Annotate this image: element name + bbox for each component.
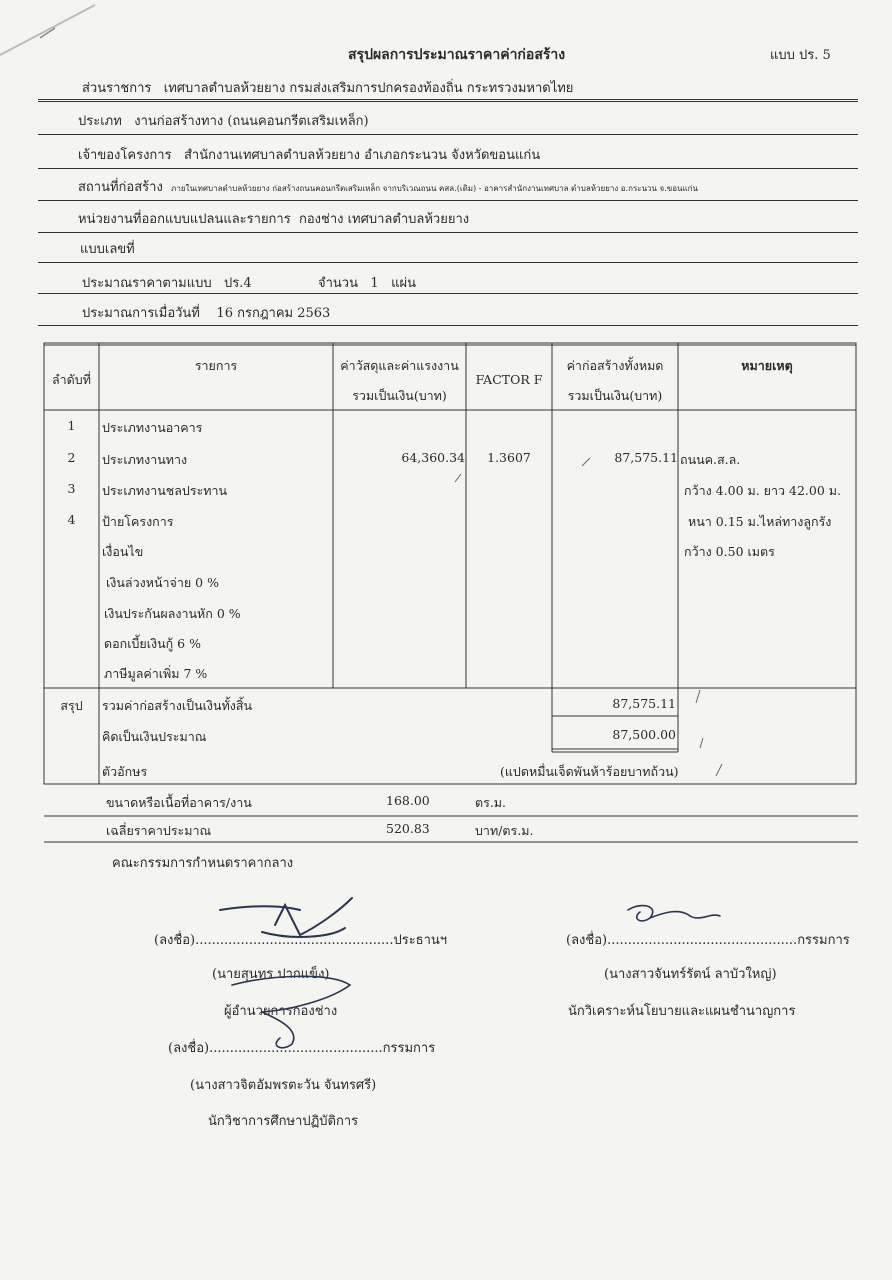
chair-name: (นายสุนทร ปากแข็ง) bbox=[212, 967, 330, 982]
remark-line: กว้าง 4.00 ม. ยาว 42.00 ม. bbox=[684, 483, 841, 498]
summary-words-label: ตัวอักษร bbox=[102, 764, 148, 779]
owner-label: เจ้าของโครงการ bbox=[78, 148, 172, 163]
type-value: งานก่อสร้างทาง (ถนนคอนกรีตเสริมเหล็ก) bbox=[134, 114, 369, 129]
agency-value: เทศบาลตำบลห้วยยาง กรมส่งเสริมการปกครองท้องถิ่น กระทรวงมหาดไทย bbox=[163, 81, 574, 96]
remark-line: หนา 0.15 ม.ไหล่ทางลูกรัง bbox=[688, 514, 832, 529]
header-remark: หมายเหตุ bbox=[741, 358, 793, 373]
row-no: 1 bbox=[67, 418, 76, 433]
row-item: ประเภทงานอาคาร bbox=[102, 420, 203, 435]
header-material-2: รวมเป็นเงิน(บาท) bbox=[352, 388, 447, 403]
estimate-form-label: ประมาณราคาตามแบบ bbox=[82, 276, 212, 291]
count-unit: แผ่น bbox=[391, 276, 416, 291]
area-size-unit: ตร.ม. bbox=[475, 795, 507, 810]
designer-value: กองช่าง เทศบาลตำบลห้วยยาง bbox=[298, 212, 470, 227]
header-material-1: ค่าวัสดุและค่าแรงงาน bbox=[340, 358, 459, 373]
header-total-1: ค่าก่อสร้างทั้งหมด bbox=[566, 358, 664, 373]
member1-name: (นางสาวจันทร์รัตน์ ลาบัวใหญ่) bbox=[604, 967, 777, 982]
summary-words: (แปดหมื่นเจ็ดพันห้าร้อยบาทถ้วน) bbox=[500, 764, 679, 779]
area-avg-label: เฉลี่ยราคาประมาณ bbox=[106, 823, 212, 838]
chair-role: ประธานฯ bbox=[393, 933, 448, 948]
row-item: ดอกเบี้ยเงินกู้ 6 % bbox=[104, 636, 201, 651]
row-no: 3 bbox=[67, 481, 76, 496]
header-total-2: รวมเป็นเงิน(บาท) bbox=[567, 388, 663, 403]
summary-approx-label: คิดเป็นเงินประมาณ bbox=[102, 729, 207, 744]
count-value: 1 bbox=[370, 276, 379, 291]
committee-heading: คณะกรรมการกำหนดราคากลาง bbox=[112, 856, 294, 871]
header-no: ลำดับที่ bbox=[52, 372, 91, 387]
remark-line: กว้าง 0.50 เมตร bbox=[684, 544, 775, 559]
row-item: ประเภทงานชลประทาน bbox=[102, 483, 228, 498]
form-code: แบบ ปร. 5 bbox=[770, 48, 831, 63]
member2-role: กรรมการ bbox=[382, 1041, 436, 1056]
row-item: ป้ายโครงการ bbox=[102, 514, 174, 529]
row-item: เงินประกันผลงานหัก 0 % bbox=[104, 606, 241, 621]
row-item: ภาษีมูลค่าเพิ่ม 7 % bbox=[104, 666, 208, 681]
summary-approx: 87,500.00 bbox=[612, 727, 676, 742]
site-value: ภายในเทศบาลตำบลห้วยยาง ก่อสร้างถนนคอนกรีตเสริมเหล็ก จากบริเวณถนน คสล.(เดิม) - อาคารสำนักงานเทศบาล ตำบลห้วยยาง อ.กระนวน จ.ขอนแก่น bbox=[171, 184, 698, 193]
count-label: จำนวน bbox=[318, 276, 358, 291]
summary-total-label: รวมค่าก่อสร้างเป็นเงินทั้งสิ้น bbox=[102, 698, 253, 713]
agency-label: ส่วนราชการ bbox=[82, 81, 152, 96]
owner-value: สำนักงานเทศบาลตำบลห้วยยาง อำเภอกระนวน จังหวัดขอนแก่น bbox=[183, 148, 541, 163]
sign-prefix: (ลงชื่อ) bbox=[168, 1041, 210, 1056]
row-total: 87,575.11 bbox=[614, 450, 678, 465]
type-label: ประเภท bbox=[78, 114, 122, 129]
member1-role: กรรมการ bbox=[797, 933, 850, 948]
dots: .......................................... bbox=[209, 1041, 383, 1056]
row-no: 2 bbox=[67, 450, 76, 465]
row-factor: 1.3607 bbox=[487, 450, 531, 465]
summary-total: 87,575.11 bbox=[612, 696, 676, 711]
dots: ................................................ bbox=[195, 933, 394, 948]
sign-prefix: (ลงชื่อ) bbox=[154, 933, 196, 948]
area-size-label: ขนาดหรือเนื้อที่อาคาร/งาน bbox=[106, 795, 252, 810]
remark-line: ถนนค.ส.ล. bbox=[680, 452, 741, 467]
row-no: 4 bbox=[67, 512, 76, 527]
row-item: ประเภทงานทาง bbox=[102, 452, 188, 467]
sign-prefix: (ลงชื่อ) bbox=[566, 933, 608, 948]
member2-title: นักวิชาการศึกษาปฏิบัติการ bbox=[208, 1114, 359, 1129]
row-material: 64,360.34 bbox=[401, 450, 465, 465]
summary-label: สรุป bbox=[60, 698, 83, 713]
header-factor: FACTOR F bbox=[475, 372, 543, 387]
designer-label: หน่วยงานที่ออกแบบแปลนและรายการ bbox=[78, 212, 291, 227]
date-value: 16 กรกฎาคม 2563 bbox=[216, 306, 331, 321]
site-label: สถานที่ก่อสร้าง bbox=[78, 180, 163, 195]
area-size: 168.00 bbox=[386, 793, 430, 808]
chair-title: ผู้อำนวยการกองช่าง bbox=[224, 1004, 338, 1019]
header-item: รายการ bbox=[194, 358, 238, 373]
estimate-form-value: ปร.4 bbox=[224, 276, 252, 291]
plan-no-label: แบบเลขที่ bbox=[80, 242, 135, 257]
member2-name: (นางสาวจิตอัมพรตะวัน จันทรศรี) bbox=[190, 1078, 377, 1093]
document-title: สรุปผลการประมาณราคาค่าก่อสร้าง bbox=[348, 47, 566, 63]
row-item: เงินล่วงหน้าจ่าย 0 % bbox=[106, 575, 219, 590]
dots: .............................................. bbox=[607, 933, 798, 948]
row-item: เงื่อนไข bbox=[102, 544, 144, 559]
area-avg: 520.83 bbox=[386, 821, 430, 836]
area-avg-unit: บาท/ตร.ม. bbox=[475, 823, 534, 838]
date-label: ประมาณการเมื่อวันที่ bbox=[82, 306, 200, 321]
member1-title: นักวิเคราะห์นโยบายและแผนชำนาญการ bbox=[568, 1004, 796, 1019]
